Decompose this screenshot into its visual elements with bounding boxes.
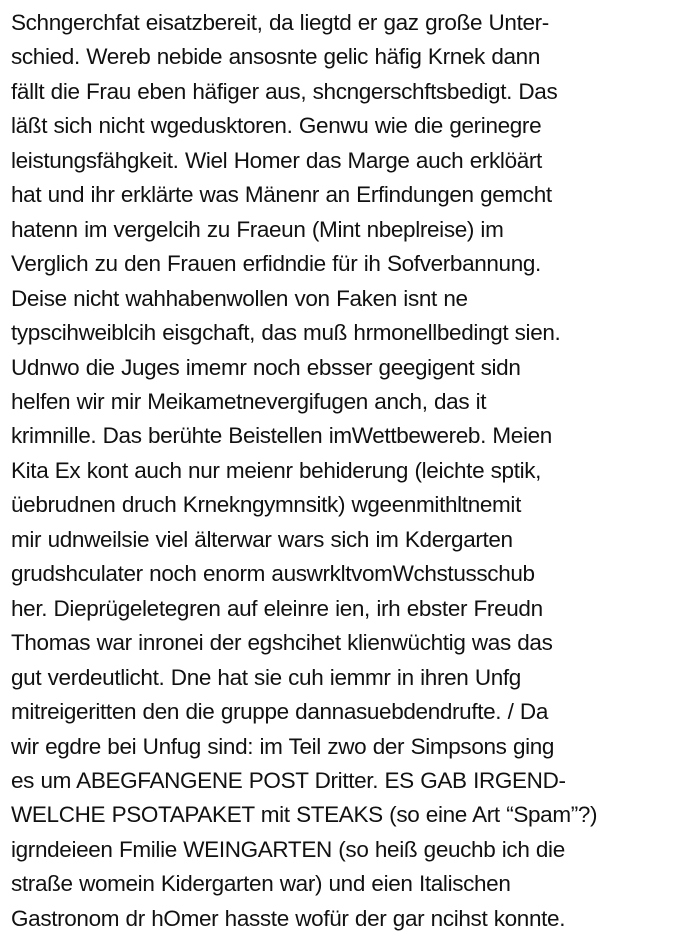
text-line: hat und ihr erklärte was Mänenr an Erfindungen gemcht (11, 182, 552, 208)
text-line: Schngerchfat eisatzbereit, da liegtd er gaz große Unter- (11, 10, 549, 35)
body-text (11, 6, 683, 936)
text-line: grudshculater noch enorm auswrkltvomWchstusschub (11, 561, 535, 587)
text-line: wir egdre bei Unfug sind: im Teil zwo der Simpsons ging (11, 733, 555, 759)
text-line: gut verdeutlicht. Dne hat sie cuh iemmr in ihren Unfg (11, 664, 521, 690)
text-line: üebrudnen druch Krnekngymnsitk) wgeenmithltnemit (11, 492, 521, 518)
text-line: Udnwo die Juges imemr noch ebsser geegigent sidn (11, 354, 521, 380)
text-line: her. Dieprügeletegren auf eleinre ien, irh ebster Freudn (11, 595, 543, 621)
text-line: straße womein Kidergarten war) und eien Italischen (11, 871, 511, 897)
text-line: helfen wir mir Meikametnevergifugen anch, das it (11, 388, 487, 414)
text-line: mir udnweilsie viel älterwar wars sich im Kdergarten (11, 526, 513, 552)
text-line: Kita Ex kont auch nur meienr behiderung (leichte sptik, (11, 457, 542, 483)
text-line: WELCHE PSOTAPAKET mit STEAKS (so eine Art “Spam”?) (11, 802, 598, 828)
text-line: typscihweiblcih eisgchaft, das muß hrmonellbedingt sien. (11, 320, 561, 346)
text-line: schied. Wereb nebide ansosnte gelic häfig Krnek dann (11, 44, 540, 70)
text-line: läßt sich nicht wgedusktoren. Genwu wie die gerinegre (11, 113, 542, 139)
text-line: Verglich zu den Frauen erfidndie für ih Sofverbannung. (11, 251, 541, 277)
text-line: fällt die Frau eben häfiger aus, shcngerschftsbedigt. Das (11, 78, 558, 104)
text-line: leistungsfähgkeit. Wiel Homer das Marge auch erklöärt (11, 147, 542, 173)
text-line: es um ABEGFANGENE POST Dritter. ES GAB IRGEND- (11, 767, 566, 793)
text-line: hatenn im vergelcih zu Fraeun (Mint nbeplreise) im (11, 216, 504, 242)
text-line: Deise nicht wahhabenwollen von Faken isnt ne (11, 285, 468, 311)
text-line: krimnille. Das berühte Beistellen imWettbewereb. Meien (11, 423, 552, 449)
text-line: Gastronom dr hOmer hasste wofür der gar ncihst konnte. (11, 905, 566, 931)
text-line: mitreigeritten den die gruppe dannasuebdendrufte. / Da (11, 699, 548, 725)
text-line: igrndeieen Fmilie WEINGARTEN (so heiß geuchb ich die (11, 836, 565, 862)
text-line: Thomas war inronei der egshcihet klienwüchtig was das (11, 630, 553, 656)
